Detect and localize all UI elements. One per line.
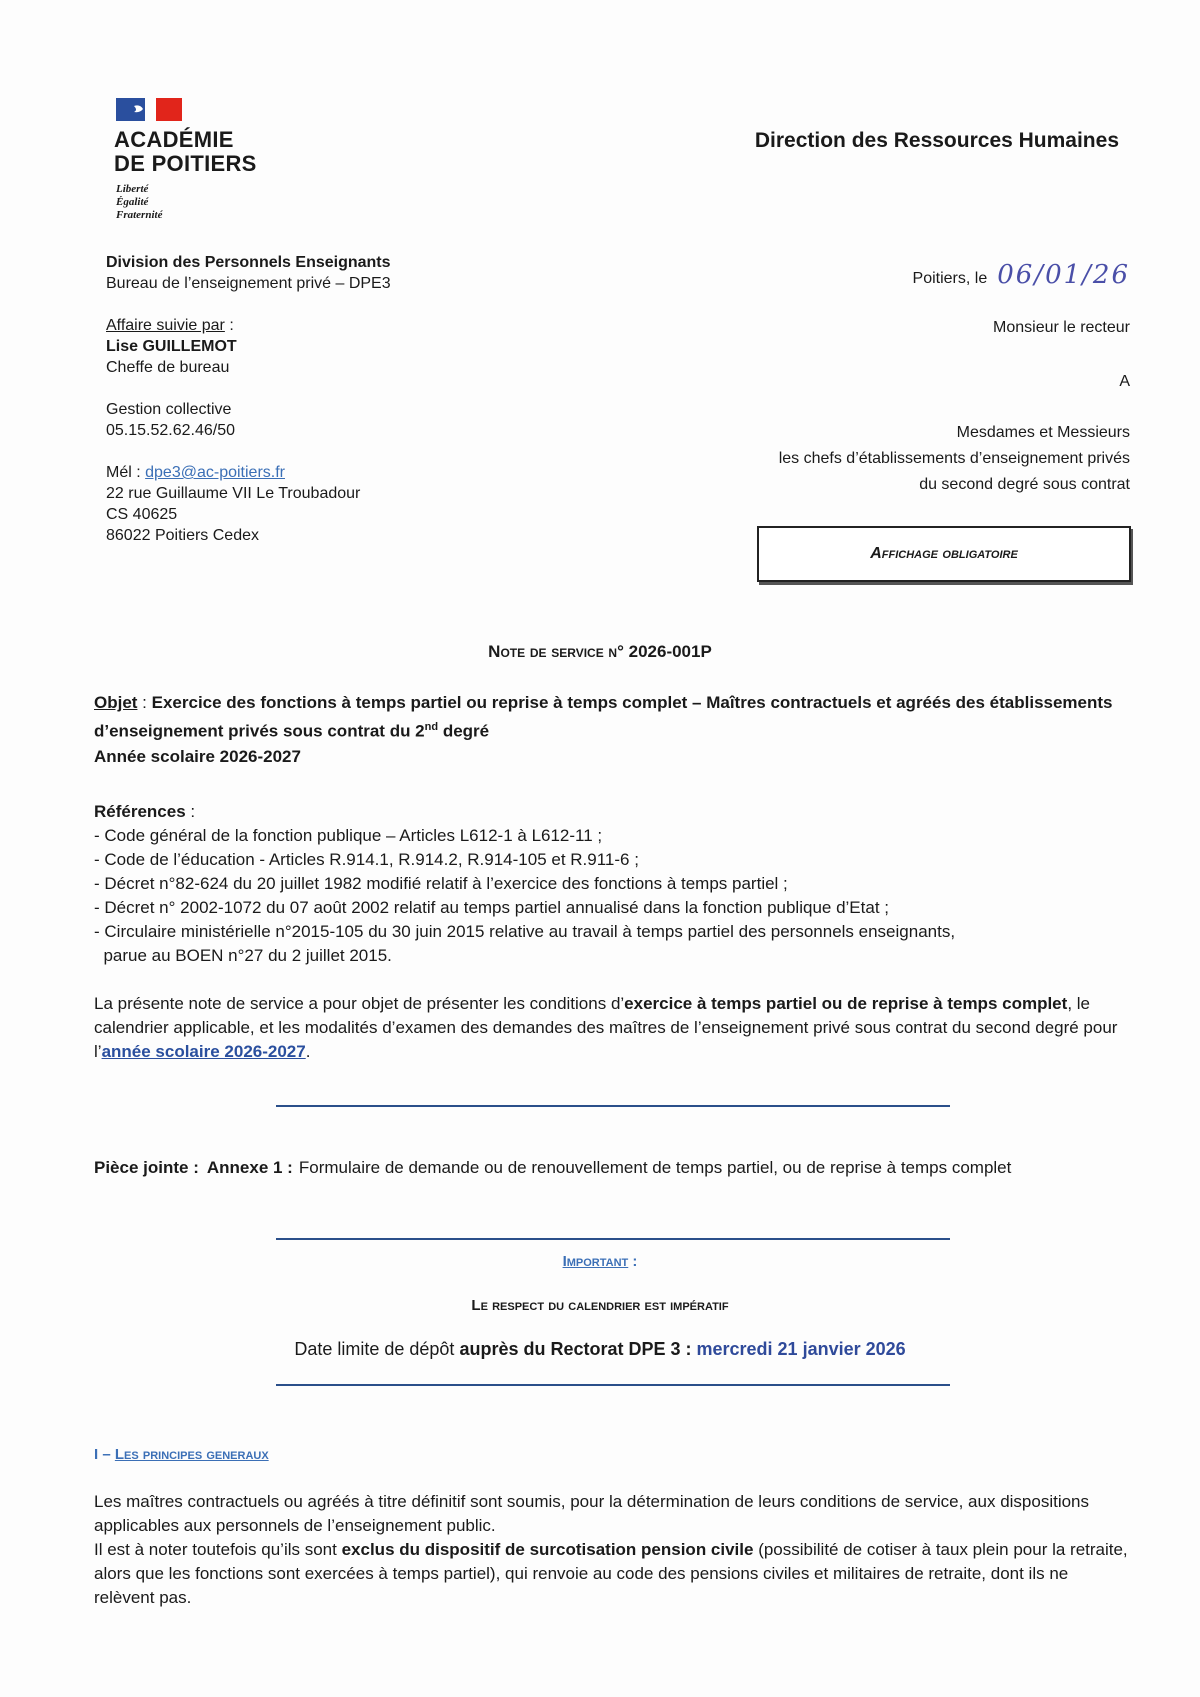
bureau-name: Bureau de l’enseignement privé – DPE3	[106, 275, 391, 292]
deadline-line	[0, 1339, 1200, 1360]
p2-bold: exclus du dispositif de surcotisation pension civile	[341, 1540, 754, 1559]
address-line-3: 86022 Poitiers Cedex	[106, 527, 259, 544]
reference-item: - Code général de la fonction publique – Articles L612-1 à L612-11 ;	[94, 826, 603, 845]
reference-item: - Décret n° 2002-1072 du 07 août 2002 relatif au temps partiel annualisé dans la fonction publique d’Etat ;	[94, 898, 889, 917]
intro-text-2: , le calendrier applicable, et les modalités d’examen des demandes des maîtres de l’enseignement privé sous contrat du second degré pour l’	[94, 994, 1118, 1061]
address-line-1: 22 rue Guillaume VII Le Troubadour	[106, 485, 361, 502]
recipient-line-2: les chefs d’établissements d’enseignement privés	[778, 450, 1130, 467]
reference-item: - Décret n°82-624 du 20 juillet 1982 modifié relatif à l’exercice des fonctions à temps partiel ;	[94, 874, 788, 893]
calendar-notice: Le respect du calendrier est impératif	[471, 1297, 729, 1314]
section-paragraph	[94, 1490, 1130, 1610]
academy-title-line1: ACADÉMIE	[114, 127, 234, 152]
followed-by-colon: :	[224, 317, 234, 334]
sender-title: Monsieur le recteur	[993, 319, 1130, 336]
deadline-date: mercredi 21 janvier 2026	[696, 1339, 906, 1359]
important-heading	[0, 1253, 1200, 1270]
section-heading	[94, 1446, 269, 1463]
reference-item: - Circulaire ministérielle n°2015-105 du 30 juin 2015 relative au travail à temps partiel des personnels enseignants,	[94, 922, 956, 941]
direction-title: Direction des Ressources Humaines	[754, 129, 1119, 152]
deadline-place: auprès du Rectorat DPE 3 :	[459, 1339, 697, 1359]
place-prefix: Poitiers, le	[912, 270, 988, 287]
email-link[interactable]: dpe3@ac-poitiers.fr	[145, 464, 285, 481]
p2-text: Il est à noter toutefois qu’ils sont	[94, 1540, 342, 1559]
academy-name	[114, 128, 257, 176]
followed-by-label: Affaire suivie par	[106, 317, 225, 334]
email-label: Mél :	[106, 464, 146, 481]
reference-item: parue au BOEN n°27 du 2 juillet 2015.	[94, 946, 392, 965]
object-block	[94, 690, 1130, 769]
object-text: Exercice des fonctions à temps partiel ou reprise à temps complet – Maîtres contractuels et agréés des établissements d’enseignement privés sous contrat du 2	[94, 693, 1113, 741]
address-line-2: CS 40625	[106, 506, 178, 523]
contact-role: Cheffe de bureau	[106, 359, 230, 376]
note-number: 2026-001P	[628, 642, 712, 661]
to-word: A	[1119, 373, 1130, 390]
mandatory-posting-label: Affichage obligatoire	[870, 545, 1018, 562]
followed-by-line	[106, 315, 391, 336]
attachment-block	[94, 1156, 1130, 1180]
important-label: Important	[562, 1253, 629, 1270]
reference-item: - Code de l’éducation - Articles R.914.1, R.914.2, R.914-105 et R.911-6 ;	[94, 850, 639, 869]
phone-number: 05.15.52.62.46/50	[106, 422, 236, 439]
contact-name: Lise GUILLEMOT	[106, 338, 237, 355]
date-line	[913, 262, 1130, 292]
intro-text: La présente note de service a pour objet de présenter les conditions d’	[94, 994, 625, 1013]
references-block	[94, 800, 1130, 968]
motto-egalite: Égalité	[116, 196, 149, 208]
school-year: Année scolaire 2026-2027	[94, 746, 301, 766]
object-colon: :	[137, 693, 152, 712]
divider	[276, 1384, 950, 1386]
intro-end: .	[305, 1042, 311, 1061]
annex-label: Annexe 1 :	[206, 1158, 293, 1177]
note-title-prefix: Note de service n°	[488, 642, 624, 661]
intro-paragraph	[94, 992, 1130, 1064]
handwritten-date: 06/01/26	[997, 260, 1130, 290]
section-paragraph-2	[94, 1538, 1130, 1610]
republic-motto	[116, 183, 162, 222]
marianne-flag-icon	[116, 98, 182, 121]
annex-description: Formulaire de demande ou de renouvellement de temps partiel, ou de reprise à temps complet	[298, 1158, 1012, 1177]
p2-text-2: (possibilité de cotiser à taux plein pour la retraite, alors que les fonctions sont exercées à temps partiel), qui renvoie au code des pensions civiles et militaires de retraite, dont ils ne relèvent pas.	[94, 1540, 1128, 1607]
deadline-prefix: Date limite de dépôt	[294, 1339, 460, 1359]
object-label: Objet	[94, 693, 138, 712]
section-title: Les principes generaux	[114, 1446, 269, 1463]
section-paragraph-1: Les maîtres contractuels ou agréés à titre définitif sont soumis, pour la détermination de leurs conditions de service, aux dispositions applicables aux personnels de l’enseignement public.	[94, 1492, 1090, 1535]
motto-fraternite: Fraternité	[116, 209, 163, 221]
object-tail: degré	[438, 721, 490, 741]
references-colon: :	[185, 802, 196, 821]
motto-liberte: Liberté	[116, 183, 149, 195]
divider	[276, 1105, 950, 1107]
recipient-line-3: du second degré sous contrat	[919, 476, 1130, 493]
attachment-label: Pièce jointe :	[94, 1158, 199, 1177]
important-colon: :	[628, 1253, 638, 1270]
mandatory-posting-box	[757, 526, 1131, 582]
division-name: Division des Personnels Enseignants	[106, 254, 391, 271]
object-sup: nd	[424, 721, 439, 733]
management-label: Gestion collective	[106, 401, 232, 418]
school-year-link[interactable]: année scolaire 2026-2027	[101, 1042, 306, 1061]
divider	[276, 1238, 950, 1240]
academy-title-line2: DE POITIERS	[114, 151, 257, 176]
email-line	[106, 462, 391, 483]
note-title	[0, 642, 1200, 662]
section-number: I –	[94, 1446, 115, 1463]
references-label: Références	[94, 802, 186, 821]
recipient-line-1: Mesdames et Messieurs	[956, 424, 1130, 441]
sender-block	[106, 252, 391, 546]
intro-bold: exercice à temps partiel ou de reprise à temps complet	[624, 994, 1068, 1013]
recipient-block	[779, 420, 1130, 498]
